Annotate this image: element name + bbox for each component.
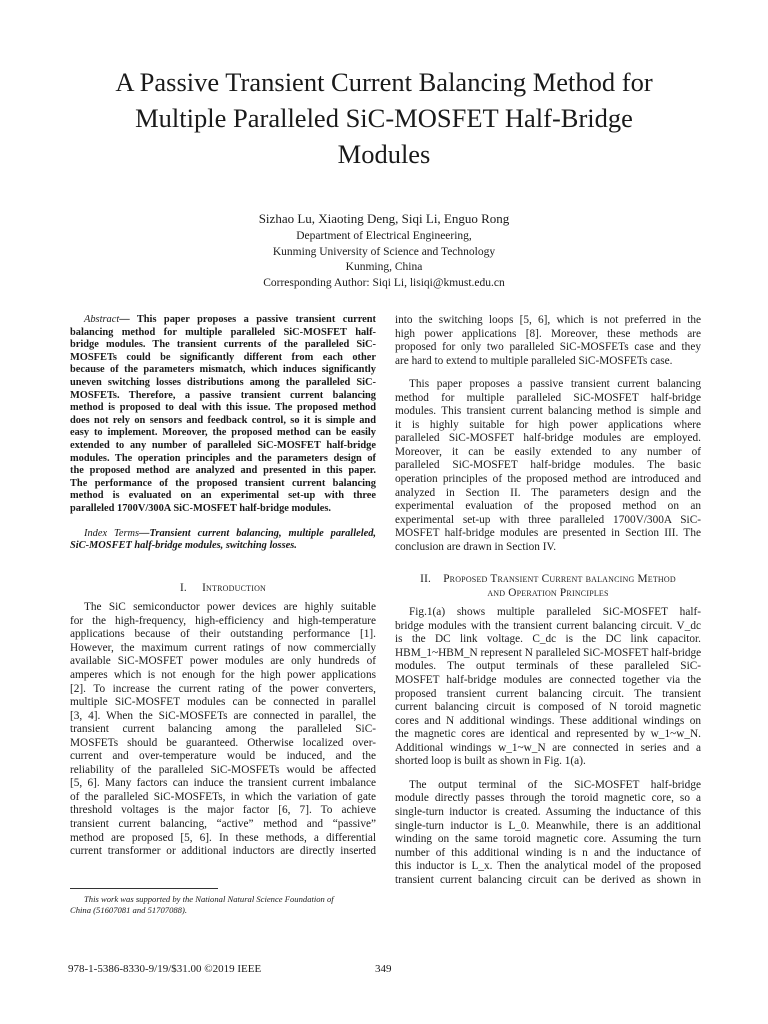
body-line: method for multiple paralleled SiC-MOSFET half-bridge <box>395 391 701 404</box>
body-line: MOSFET half-bridge modules are connected together via the <box>395 674 701 687</box>
body-line: Additional windings w_1~w_N are connected in series and a <box>395 741 701 754</box>
index-terms-line: SiC-MOSFET half-bridge modules, switching losses. <box>70 540 297 552</box>
body-line: is the DC link voltage. C_dc is the DC link capacitor. <box>395 633 701 646</box>
index-terms <box>70 528 376 553</box>
body-line: single-turn inductor is created. Assuming the inductance of this <box>395 805 701 818</box>
introduction-paragraph <box>70 601 376 858</box>
funding-footnote <box>70 894 380 916</box>
abstract-line: balancing method for multiple paralleled SiC-MOSFET half- <box>70 326 376 338</box>
body-line: The output terminal of the SiC-MOSFET half-bridge <box>409 778 701 791</box>
abstract-label: Abstract <box>84 314 120 325</box>
body-line: experimental evaluation of the proposed method on an <box>395 500 701 513</box>
body-line: shorted loop is built as shown in Fig. 1(a). <box>395 755 586 768</box>
body-line: this inductor is L_x. Then the analytical model of the proposed <box>395 860 701 873</box>
author-names: Sizhao Lu, Xiaoting Deng, Siqi Li, Enguo Rong <box>258 211 510 226</box>
body-line: for the high-frequency, high-efficiency and high-temperature <box>70 614 376 627</box>
abstract-line: uneven switching losses distributions among the paralleled SiC- <box>70 376 376 388</box>
body-line: bridge modules with the transient current balancing circuit. V_dc <box>395 619 701 632</box>
body-line: number of this additional winding is n and the inductance of <box>395 846 701 859</box>
body-line: module directly passes through the toroid magnetic core, so a <box>395 792 701 805</box>
paper-title <box>40 64 728 172</box>
abstract <box>70 314 376 516</box>
body-line: The SiC semiconductor power devices are highly suitable <box>84 601 376 614</box>
body-line: MOSFETs should be guaranteed. Otherwise localized over- <box>70 736 376 749</box>
body-line: are hard to extend to multiple paralleled SiC-MOSFETs case. <box>395 354 673 367</box>
section-heading-proposed-method <box>395 572 701 600</box>
body-line: method are proposed [5, 6]. In these methods, a differential <box>70 831 376 844</box>
section-title: Proposed Transient Current balancing Method <box>443 573 676 586</box>
body-line: transient current balancing circuit can be derived as shown in <box>395 873 701 886</box>
abstract-line: because of the parameters mismatch, which induces significantly <box>70 364 376 376</box>
footnote-divider <box>70 888 218 889</box>
body-line: paralleled SiC-MOSFET half-bridge modules are employed. <box>395 432 701 445</box>
paragraph <box>395 314 701 368</box>
body-line: [5, 6]. Many factors can induce the transient current imbalance <box>70 777 376 790</box>
body-line: modules. This transient current balancing method is simple and <box>395 405 701 418</box>
body-line: cores and N additional windings. These additional windings on <box>395 714 701 727</box>
copyright-footer: 978-1-5386-8330-9/19/$31.00 ©2019 IEEE <box>68 963 262 975</box>
body-line: high power applications [8]. Moreover, these methods are <box>395 327 701 340</box>
body-line: [3, 4]. When the SiC-MOSFETs are connected in parallel, the <box>70 709 376 722</box>
title-line: Modules <box>337 139 431 169</box>
body-line: conclusion are drawn in Section IV. <box>395 540 557 553</box>
body-line: Fig.1(a) shows multiple paralleled SiC-MOSFET half- <box>409 606 701 619</box>
body-line: current and over-temperature would be induced, and the <box>70 750 376 763</box>
right-column <box>395 314 701 887</box>
footnote-line: China (51607081 and 51707088). <box>70 905 187 915</box>
section-title: and Operation Principles <box>487 587 609 600</box>
paragraph <box>395 779 701 887</box>
abstract-line: paralleled 1700V/300A SiC-MOSFET half-bridge modules. <box>70 502 332 514</box>
body-line: [2]. To increase the current rating of the power converters, <box>70 682 376 695</box>
body-line: modules. The output terminals of these paralleled SiC- <box>395 660 701 673</box>
body-line: current transformer or additional inductors are directly inserted <box>70 845 376 858</box>
body-line: proposed for only two paralleled SiC-MOSFETs case and they <box>395 341 701 354</box>
footnote-line: This work was supported by the National Natural Science Foundation of <box>84 894 334 904</box>
body-line: current balancing circuit is composed of N toroid magnetic <box>395 701 701 714</box>
abstract-line: The performance of the proposed transient current balancing <box>70 477 376 489</box>
section-number: I. <box>179 581 187 594</box>
abstract-line: method is proposed to deal with this issue. The proposed method <box>70 402 376 414</box>
section-heading-introduction <box>70 582 376 596</box>
abstract-line: extended to any number of paralleled SiC-MOSFET half-bridge <box>70 439 376 451</box>
body-line: threshold voltages is the major factor [6, 7]. To achieve <box>70 804 376 817</box>
body-line: However, the maximum current ratings of now commercially <box>70 641 376 654</box>
body-line: it is highly suitable for high power applications where <box>395 418 701 431</box>
corresponding-author: Corresponding Author: Siqi Li, lisiqi@kmust.edu.cn <box>263 276 505 289</box>
body-line: multiple SiC-MOSFET modules can be connected in parallel <box>70 696 376 709</box>
body-line: reliability of the paralleled SiC-MOSFETs would be affected <box>70 763 376 776</box>
title-line: A Passive Transient Current Balancing Method for <box>115 67 653 97</box>
body-line: of the paralleled SiC-MOSFETs, in which the variation of gate <box>70 790 376 803</box>
body-line: transient current balancing, “active” method and “passive” <box>70 817 376 830</box>
affiliation-line: Department of Electrical Engineering, <box>296 230 472 242</box>
body-line: experimental set-up with three paralleled 1700V/300A SiC- <box>395 513 701 526</box>
abstract-line: bridge modules. The transient currents of the paralleled SiC- <box>70 339 376 351</box>
index-terms-line: Index Terms—Transient current balancing, multiple paralleled, <box>84 527 376 539</box>
index-terms-label: Index Terms <box>84 527 140 539</box>
abstract-line: does not rely on sensors and feedback control, so it is simple and <box>70 414 376 426</box>
abstract-line: the proposed method are analyzed and presented in this paper. <box>70 465 376 477</box>
abstract-line: Abstract— This paper proposes a passive transient current <box>84 314 376 325</box>
body-line: operation principles of the proposed method are introduced and <box>395 473 701 486</box>
body-line: winding on the same toroid magnetic core. Assuming the turn <box>395 833 701 846</box>
body-line: single-turn inductor is L_0. Meanwhile, there is an additional <box>395 819 701 832</box>
author-block <box>100 211 668 291</box>
body-line: available SiC-MOSFET power modules are only hundreds of <box>70 655 376 668</box>
abstract-line: MOSFETs could be significantly different from each other <box>70 351 376 363</box>
abstract-line: modules. The operation principles and the parameters design of <box>70 452 376 464</box>
body-line: amperes which is not enough for the high power applications <box>70 668 376 681</box>
body-line: analyzed in Section II. The parameters design and the <box>395 486 701 499</box>
body-line: applications because of their outstanding performance [1]. <box>70 628 376 641</box>
section-number: II. <box>420 573 432 586</box>
body-line: MOSFET half-bridge modules are presented in Section III. The <box>395 527 701 540</box>
paragraph <box>395 378 701 554</box>
abstract-line: easy to implement. Moreover, the proposed method can be easily <box>70 427 376 439</box>
affiliation-line: Kunming University of Science and Technology <box>272 245 496 258</box>
title-line: Multiple Paralleled SiC-MOSFET Half-Bridge <box>135 103 633 133</box>
paragraph <box>395 606 701 769</box>
body-line: paralleled SiC-MOSFET half-bridge modules. The basic <box>395 459 701 472</box>
body-line: HBM_1~HBM_N represent N paralleled SiC-MOSFET half-bridge <box>395 646 702 659</box>
affiliation-line: Kunming, China <box>345 261 423 273</box>
body-line: into the switching loops [5, 6], which is not preferred in the <box>395 314 701 326</box>
body-line: transient current balancing among the paralleled SiC- <box>70 723 376 736</box>
abstract-line: method is evaluated on an experimental set-up with three <box>70 490 376 502</box>
abstract-line: MOSFETs. Therefore, a passive transient current balancing <box>70 389 376 401</box>
page-number: 349 <box>375 963 392 975</box>
section-title: Introduction <box>202 581 267 594</box>
body-line: This paper proposes a passive transient current balancing <box>409 378 701 391</box>
body-line: Moreover, it can be easily extended to any number of <box>395 445 701 458</box>
body-line: the magnetic cores are identical and represented by w_1~w_N. <box>395 728 701 741</box>
body-line: proposed transient current balancing circuit. The transient <box>395 687 701 700</box>
left-column <box>70 314 376 859</box>
